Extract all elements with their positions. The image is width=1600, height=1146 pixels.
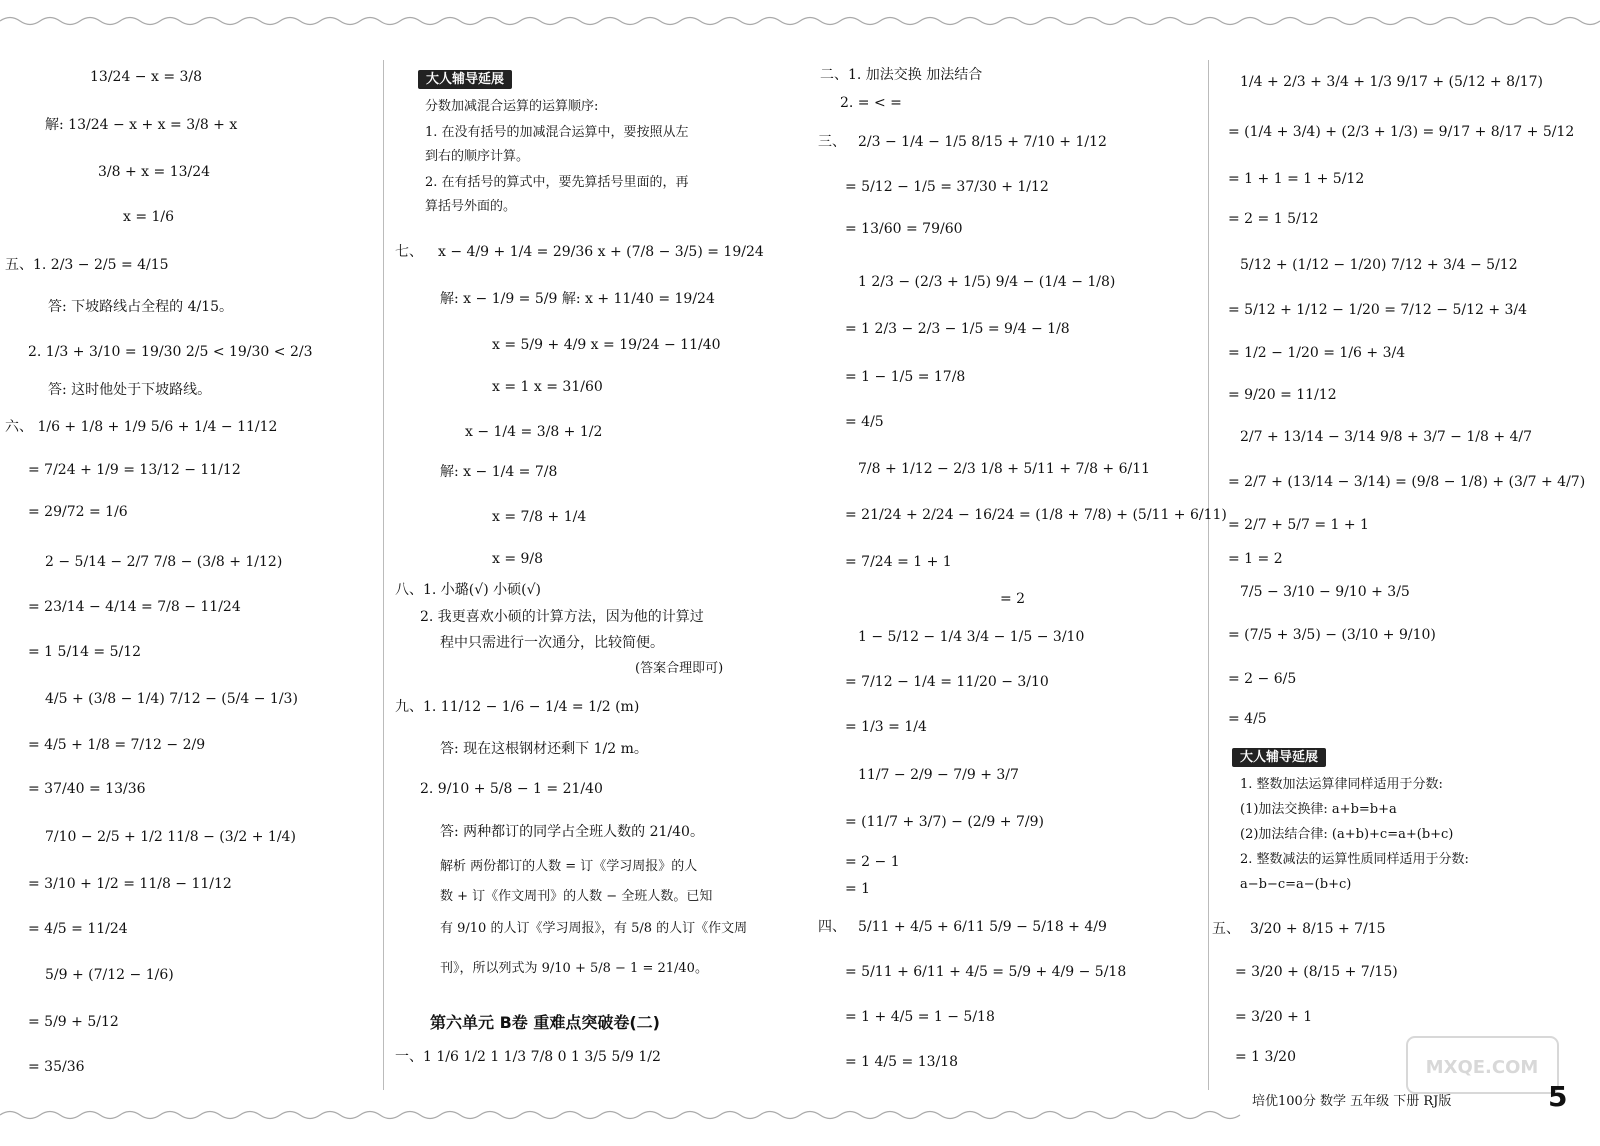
rule-text: (2)加法结合律: (a+b)+c=a+(b+c) (1240, 827, 1454, 842)
calc-line: 4/5 + (3/8 − 1/4) 7/12 − (5/4 − 1/3) (45, 691, 298, 707)
calc-line: = 5/9 + 5/12 (28, 1014, 119, 1030)
calc-line: = 5/12 + 1/12 − 1/20 = 7/12 − 5/12 + 3/4 (1228, 302, 1528, 318)
calc-line: = 4/5 + 1/8 = 7/12 − 2/9 (28, 737, 206, 753)
answer-line: 答: 两种都订的同学占全班人数的 21/40。 (440, 824, 704, 840)
calc-line: = 1 = 2 (1228, 551, 1283, 567)
calc-line: 5/12 + (1/12 − 1/20) 7/12 + 3/4 − 5/12 (1240, 257, 1518, 273)
calc-line: = 37/40 = 13/36 (28, 781, 146, 797)
question-5-label: 五、 (1212, 921, 1240, 937)
analysis-text: 刊》，所以列式为 9/10 + 5/8 − 1 = 21/40。 (440, 961, 708, 976)
calc-line: = 1/3 = 1/4 (845, 719, 927, 735)
question-5-1: 五、1. 2/3 − 2/5 = 4/15 (5, 257, 169, 273)
calc-line: 1 − 5/12 − 1/4 3/4 − 1/5 − 3/10 (858, 629, 1085, 645)
calc-line: 2/3 − 1/4 − 1/5 8/15 + 7/10 + 1/12 (858, 134, 1107, 150)
analysis-text: 解析 两份都订的人数 = 订《学习周报》的人 (440, 859, 698, 874)
calc-line: x = 5/9 + 4/9 x = 19/24 − 11/40 (492, 337, 721, 353)
equation-answer: x = 1/6 (123, 209, 175, 225)
top-wavy-border (0, 14, 1600, 28)
unit-title: 第六单元 B卷 重难点突破卷(二) (430, 1013, 660, 1032)
calc-line: = 7/24 = 1 + 1 (845, 554, 952, 570)
answer-line: 答: 下坡路线占全程的 4/15。 (48, 299, 234, 315)
answer-line: 答: 这时他处于下坡路线。 (48, 382, 212, 398)
rule-text: 2. 整数减法的运算性质同样适用于分数: (1240, 852, 1469, 867)
equation-line: 3/8 + x = 13/24 (98, 164, 211, 180)
calc-line: x = 7/8 + 1/4 (492, 509, 587, 525)
question-8-2: 2. 我更喜欢小硕的计算方法，因为他的计算过 (420, 609, 704, 625)
rule-text: 1. 整数加法运算律同样适用于分数: (1240, 777, 1443, 792)
calc-line: = 4/5 = 11/24 (28, 921, 128, 937)
calc-line: 1 2/3 − (2/3 + 1/5) 9/4 − (1/4 − 1/8) (858, 274, 1116, 290)
analysis-text: 数 + 订《作文周刊》的人数 − 全班人数。已知 (440, 889, 713, 904)
calc-line: = 13/60 = 79/60 (845, 221, 963, 237)
calc-line: = 1 + 4/5 = 1 − 5/18 (845, 1009, 995, 1025)
calc-line: = (11/7 + 3/7) − (2/9 + 7/9) (845, 814, 1044, 830)
question-3-label: 三、 (818, 134, 846, 150)
calc-line: = 2 − 1 (845, 854, 900, 870)
calc-line: = 3/20 + 1 (1235, 1009, 1313, 1025)
guide-text: 算括号外面的。 (425, 199, 517, 214)
calc-line: 5/9 + (7/12 − 1/6) (45, 967, 174, 983)
calc-line: 2/7 + 13/14 − 3/14 9/8 + 3/7 − 1/8 + 4/7 (1240, 429, 1533, 445)
calc-line: x = 1 x = 31/60 (492, 379, 603, 395)
calc-line: 3/20 + 8/15 + 7/15 (1250, 921, 1386, 937)
calc-line: 1/4 + 2/3 + 3/4 + 1/3 9/17 + (5/12 + 8/17) (1240, 74, 1543, 90)
calc-line: = 1 3/20 (1235, 1049, 1296, 1065)
page-footer: 培优100分 数学 五年级 下册 RJ版 (1252, 1094, 1452, 1109)
calc-line: = 2 = 1 5/12 (1228, 211, 1319, 227)
calc-line: = 5/11 + 6/11 + 4/5 = 5/9 + 4/9 − 5/18 (845, 964, 1127, 980)
column-divider (1208, 60, 1209, 1090)
calc-line: = 23/14 − 4/14 = 7/8 − 11/24 (28, 599, 241, 615)
calc-line: = 2 − 6/5 (1228, 671, 1297, 687)
question-1-row: 一、1 1/6 1/2 1 1/3 7/8 0 1 3/5 5/9 1/2 (395, 1049, 661, 1065)
calc-line: = 1 (845, 881, 871, 897)
bottom-wavy-border (0, 1108, 1600, 1122)
calc-line: = 2/7 + (13/14 − 3/14) = (9/8 − 1/8) + (3/7 + 4/7) (1228, 474, 1586, 490)
question-9-2: 2. 9/10 + 5/8 − 1 = 21/40 (420, 781, 603, 797)
rule-text: (1)加法交换律: a+b=b+a (1240, 802, 1397, 817)
question-5-2: 2. 1/3 + 3/10 = 19/30 2/5 < 19/30 < 2/3 (28, 344, 313, 360)
guide-text: 到右的顺序计算。 (425, 149, 530, 164)
calc-line: = 1 4/5 = 13/18 (845, 1054, 959, 1070)
calc-line: x = 9/8 (492, 551, 544, 567)
equation-line: 13/24 − x = 3/8 (90, 69, 203, 85)
svg-text:MXQE.COM: MXQE.COM (1425, 1057, 1539, 1078)
rule-text: a−b−c=a−(b+c) (1240, 877, 1352, 892)
calc-line: 7/8 + 1/12 − 2/3 1/8 + 5/11 + 7/8 + 6/11 (858, 461, 1151, 477)
question-2-2: 2. = < = (840, 95, 902, 111)
calc-line: 5/11 + 4/5 + 6/11 5/9 − 5/18 + 4/9 (858, 919, 1107, 935)
calc-line: = 1 2/3 − 2/3 − 1/5 = 9/4 − 1/8 (845, 321, 1070, 337)
calc-line: 六、 1/6 + 1/8 + 1/9 5/6 + 1/4 − 11/12 (5, 419, 278, 435)
page-number: 5 (1548, 1080, 1568, 1113)
calc-line: = 1 5/14 = 5/12 (28, 644, 142, 660)
question-8-1: 八、1. 小璐(√) 小硕(√) (395, 582, 541, 598)
calc-line: 2 − 5/14 − 2/7 7/8 − (3/8 + 1/12) (45, 554, 283, 570)
calc-line: = 5/12 − 1/5 = 37/30 + 1/12 (845, 179, 1049, 195)
calc-line: = (1/4 + 3/4) + (2/3 + 1/3) = 9/17 + 8/17 + 5/12 (1228, 124, 1575, 140)
question-7-label: 七、 (395, 244, 423, 260)
question-4-label: 四、 (818, 919, 846, 935)
calc-line: 11/7 − 2/9 − 7/9 + 3/7 (858, 767, 1019, 783)
calc-line: = 3/10 + 1/2 = 11/8 − 11/12 (28, 876, 232, 892)
answer-note: (答案合理即可) (635, 661, 724, 676)
guide-tag: 大人辅导延展 (418, 70, 512, 89)
analysis-text: 有 9/10 的人订《学习周报》，有 5/8 的人订《作文周 (440, 921, 748, 936)
calc-line: = 21/24 + 2/24 − 16/24 = (1/8 + 7/8) + (5/11 + 6/11) (845, 507, 1227, 523)
calc-line: 解: x − 1/4 = 7/8 (440, 464, 558, 480)
calc-line: = 2 (1000, 591, 1026, 607)
guide-tag: 大人辅导延展 (1232, 748, 1326, 767)
calc-line: = 1/2 − 1/20 = 1/6 + 3/4 (1228, 345, 1406, 361)
calc-line: = 7/12 − 1/4 = 11/20 − 3/10 (845, 674, 1049, 690)
column-divider (383, 60, 384, 1090)
calc-line: = 2/7 + 5/7 = 1 + 1 (1228, 517, 1369, 533)
guide-text: 2. 在有括号的算式中，要先算括号里面的，再 (425, 175, 689, 190)
calc-line: = 9/20 = 11/12 (1228, 387, 1337, 403)
guide-text: 1. 在没有括号的加减混合运算中，要按照从左 (425, 125, 689, 140)
answer-line: 答: 现在这根钢材还剩下 1/2 m。 (440, 741, 648, 757)
question-9-1: 九、1. 11/12 − 1/6 − 1/4 = 1/2 (m) (395, 699, 640, 715)
calc-line: 7/10 − 2/5 + 1/2 11/8 − (3/2 + 1/4) (45, 829, 296, 845)
calc-line: = 1 − 1/5 = 17/8 (845, 369, 966, 385)
calc-line: x − 1/4 = 3/8 + 1/2 (465, 424, 603, 440)
watermark-logo (1405, 1035, 1560, 1095)
equation-line: 解: 13/24 − x + x = 3/8 + x (45, 117, 238, 133)
calc-line: = 3/20 + (8/15 + 7/15) (1235, 964, 1398, 980)
calc-line: = 29/72 = 1/6 (28, 504, 128, 520)
calc-line: x − 4/9 + 1/4 = 29/36 x + (7/8 − 3/5) = 19/24 (438, 244, 764, 260)
calc-line: = (7/5 + 3/5) − (3/10 + 9/10) (1228, 627, 1436, 643)
calc-line: = 4/5 (845, 414, 884, 430)
calc-line: = 1 + 1 = 1 + 5/12 (1228, 171, 1365, 187)
question-2-1: 二、1. 加法交换 加法结合 (820, 67, 983, 83)
calc-line: 解: x − 1/9 = 5/9 解: x + 11/40 = 19/24 (440, 291, 715, 307)
guide-title: 分数加减混合运算的运算顺序: (425, 99, 599, 114)
calc-line: = 35/36 (28, 1059, 85, 1075)
question-8-2-text: 程中只需进行一次通分，比较简便。 (440, 635, 664, 651)
calc-line: = 4/5 (1228, 711, 1267, 727)
calc-line: = 7/24 + 1/9 = 13/12 − 11/12 (28, 462, 241, 478)
calc-line: 7/5 − 3/10 − 9/10 + 3/5 (1240, 584, 1410, 600)
